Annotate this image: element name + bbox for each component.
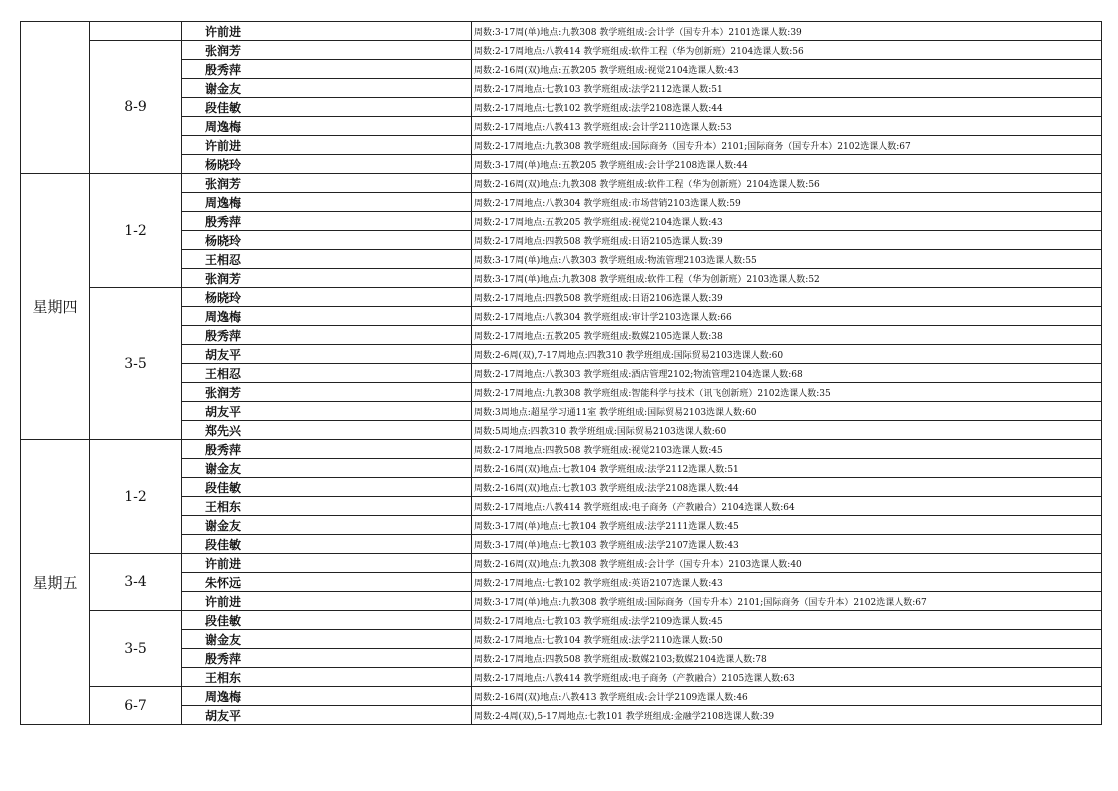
schedule-table: [20, 21, 1102, 725]
table-row: [21, 516, 1102, 535]
teacher-cell: 周逸梅: [182, 307, 472, 326]
course-info-cell: 周数:3-17周(单)地点:八教303 教学班组成:物流管理2103选课人数:55: [472, 250, 1102, 269]
table-row: [21, 668, 1102, 687]
course-info-cell: 周数:2-17周地点:七教102 教学班组成:法学2108选课人数:44: [472, 98, 1102, 117]
period-cell: 8-9: [90, 41, 182, 174]
table-row: [21, 687, 1102, 706]
teacher-cell: 殷秀萍: [182, 60, 472, 79]
course-info-cell: 周数:2-17周地点:四教508 教学班组成:日语2106选课人数:39: [472, 288, 1102, 307]
course-info-cell: 周数:3-17周(单)地点:九教308 教学班组成:会计学（国专升本）2101选课人数:39: [472, 22, 1102, 41]
teacher-cell: 胡友平: [182, 402, 472, 421]
course-info-cell: 周数:2-17周地点:八教413 教学班组成:会计学2110选课人数:53: [472, 117, 1102, 136]
table-row: [21, 478, 1102, 497]
table-row: [21, 573, 1102, 592]
table-row: [21, 117, 1102, 136]
teacher-cell: 段佳敏: [182, 535, 472, 554]
course-info-cell: 周数:2-17周地点:八教414 教学班组成:电子商务（产教融合）2104选课人数:64: [472, 497, 1102, 516]
table-row: [21, 79, 1102, 98]
table-row: [21, 98, 1102, 117]
table-row: [21, 136, 1102, 155]
teacher-cell: 段佳敏: [182, 611, 472, 630]
period-cell: 1-2: [90, 174, 182, 288]
teacher-cell: 许前进: [182, 22, 472, 41]
table-row: [21, 611, 1102, 630]
day-cell: [21, 22, 90, 174]
table-row: [21, 459, 1102, 478]
period-cell: [90, 22, 182, 41]
teacher-cell: 王相东: [182, 668, 472, 687]
teacher-cell: 杨晓玲: [182, 231, 472, 250]
teacher-cell: 周逸梅: [182, 117, 472, 136]
teacher-cell: 朱怀远: [182, 573, 472, 592]
course-info-cell: 周数:2-17周地点:五教205 教学班组成:视觉2104选课人数:43: [472, 212, 1102, 231]
teacher-cell: 周逸梅: [182, 687, 472, 706]
period-cell: 1-2: [90, 440, 182, 554]
teacher-cell: 谢金友: [182, 79, 472, 98]
course-info-cell: 周数:2-17周地点:八教414 教学班组成:软件工程（华为创新班）2104选课人数:56: [472, 41, 1102, 60]
course-info-cell: 周数:2-17周地点:八教304 教学班组成:审计学2103选课人数:66: [472, 307, 1102, 326]
table-row: [21, 231, 1102, 250]
table-row: [21, 307, 1102, 326]
period-cell: 3-5: [90, 611, 182, 687]
course-info-cell: 周数:3-17周(单)地点:七教103 教学班组成:法学2107选课人数:43: [472, 535, 1102, 554]
course-info-cell: 周数:2-17周地点:四教508 教学班组成:数媒2103;数媒2104选课人数:78: [472, 649, 1102, 668]
course-info-cell: 周数:3-17周(单)地点:七教104 教学班组成:法学2111选课人数:45: [472, 516, 1102, 535]
course-info-cell: 周数:3-17周(单)地点:九教308 教学班组成:软件工程（华为创新班）2103选课人数:52: [472, 269, 1102, 288]
table-row: [21, 193, 1102, 212]
table-row: [21, 60, 1102, 79]
teacher-cell: 杨晓玲: [182, 155, 472, 174]
teacher-cell: 殷秀萍: [182, 440, 472, 459]
teacher-cell: 胡友平: [182, 706, 472, 725]
table-row: [21, 269, 1102, 288]
table-row: [21, 630, 1102, 649]
period-cell: 3-5: [90, 288, 182, 440]
table-row: [21, 345, 1102, 364]
day-cell: 星期四: [21, 174, 90, 440]
table-row: [21, 383, 1102, 402]
course-info-cell: 周数:2-17周地点:八教303 教学班组成:酒店管理2102;物流管理2104选课人数:68: [472, 364, 1102, 383]
teacher-cell: 张润芳: [182, 383, 472, 402]
table-row: [21, 535, 1102, 554]
teacher-cell: 王相忍: [182, 250, 472, 269]
table-row: [21, 212, 1102, 231]
course-info-cell: 周数:2-16周(双)地点:九教308 教学班组成:软件工程（华为创新班）2104选课人数:56: [472, 174, 1102, 193]
course-info-cell: 周数:2-4周(双),5-17周地点:七教101 教学班组成:金融学2108选课人数:39: [472, 706, 1102, 725]
teacher-cell: 许前进: [182, 554, 472, 573]
course-info-cell: 周数:2-17周地点:四教508 教学班组成:日语2105选课人数:39: [472, 231, 1102, 250]
teacher-cell: 殷秀萍: [182, 649, 472, 668]
course-info-cell: 周数:2-17周地点:七教103 教学班组成:法学2112选课人数:51: [472, 79, 1102, 98]
course-info-cell: 周数:2-17周地点:七教103 教学班组成:法学2109选课人数:45: [472, 611, 1102, 630]
teacher-cell: 段佳敏: [182, 478, 472, 497]
table-row: [21, 41, 1102, 60]
course-info-cell: 周数:2-16周(双)地点:七教103 教学班组成:法学2108选课人数:44: [472, 478, 1102, 497]
schedule-body: [21, 22, 1102, 725]
teacher-cell: 杨晓玲: [182, 288, 472, 307]
course-info-cell: 周数:2-16周(双)地点:八教413 教学班组成:会计学2109选课人数:46: [472, 687, 1102, 706]
table-row: [21, 326, 1102, 345]
table-row: [21, 497, 1102, 516]
course-info-cell: 周数:3-17周(单)地点:五教205 教学班组成:会计学2108选课人数:44: [472, 155, 1102, 174]
table-row: [21, 706, 1102, 725]
course-info-cell: 周数:2-6周(双),7-17周地点:四教310 教学班组成:国际贸易2103选课人数:60: [472, 345, 1102, 364]
course-info-cell: 周数:2-16周(双)地点:九教308 教学班组成:会计学（国专升本）2103选课人数:40: [472, 554, 1102, 573]
course-info-cell: 周数:3-17周(单)地点:九教308 教学班组成:国际商务（国专升本）2101;国际商务（国专升本）2102选课人数:67: [472, 592, 1102, 611]
course-info-cell: 周数:5周地点:四教310 教学班组成:国际贸易2103选课人数:60: [472, 421, 1102, 440]
course-info-cell: 周数:2-17周地点:九教308 教学班组成:国际商务（国专升本）2101;国际商务（国专升本）2102选课人数:67: [472, 136, 1102, 155]
course-info-cell: 周数:2-17周地点:八教414 教学班组成:电子商务（产教融合）2105选课人数:63: [472, 668, 1102, 687]
teacher-cell: 许前进: [182, 592, 472, 611]
course-info-cell: 周数:2-16周(双)地点:七教104 教学班组成:法学2112选课人数:51: [472, 459, 1102, 478]
teacher-cell: 段佳敏: [182, 98, 472, 117]
course-info-cell: 周数:2-16周(双)地点:五教205 教学班组成:视觉2104选课人数:43: [472, 60, 1102, 79]
teacher-cell: 周逸梅: [182, 193, 472, 212]
table-row: [21, 155, 1102, 174]
teacher-cell: 殷秀萍: [182, 326, 472, 345]
period-cell: 3-4: [90, 554, 182, 611]
day-cell: 星期五: [21, 440, 90, 725]
table-row: [21, 592, 1102, 611]
teacher-cell: 王相忍: [182, 364, 472, 383]
teacher-cell: 胡友平: [182, 345, 472, 364]
course-info-cell: 周数:2-17周地点:七教104 教学班组成:法学2110选课人数:50: [472, 630, 1102, 649]
table-row: [21, 288, 1102, 307]
teacher-cell: 张润芳: [182, 174, 472, 193]
table-row: [21, 22, 1102, 41]
table-row: [21, 421, 1102, 440]
course-info-cell: 周数:2-17周地点:七教102 教学班组成:英语2107选课人数:43: [472, 573, 1102, 592]
teacher-cell: 许前进: [182, 136, 472, 155]
teacher-cell: 王相东: [182, 497, 472, 516]
table-row: [21, 554, 1102, 573]
teacher-cell: 谢金友: [182, 516, 472, 535]
table-row: [21, 364, 1102, 383]
teacher-cell: 谢金友: [182, 459, 472, 478]
teacher-cell: 张润芳: [182, 269, 472, 288]
teacher-cell: 张润芳: [182, 41, 472, 60]
table-row: [21, 402, 1102, 421]
teacher-cell: 郑先兴: [182, 421, 472, 440]
teacher-cell: 殷秀萍: [182, 212, 472, 231]
table-row: [21, 649, 1102, 668]
period-cell: 6-7: [90, 687, 182, 725]
teacher-cell: 谢金友: [182, 630, 472, 649]
table-row: [21, 174, 1102, 193]
course-info-cell: 周数:3周地点:超星学习通11室 教学班组成:国际贸易2103选课人数:60: [472, 402, 1102, 421]
course-info-cell: 周数:2-17周地点:五教205 教学班组成:数媒2105选课人数:38: [472, 326, 1102, 345]
course-info-cell: 周数:2-17周地点:九教308 教学班组成:智能科学与技术（讯飞创新班）2102选课人数:35: [472, 383, 1102, 402]
table-row: [21, 440, 1102, 459]
course-info-cell: 周数:2-17周地点:四教508 教学班组成:视觉2103选课人数:45: [472, 440, 1102, 459]
course-info-cell: 周数:2-17周地点:八教304 教学班组成:市场营销2103选课人数:59: [472, 193, 1102, 212]
table-row: [21, 250, 1102, 269]
